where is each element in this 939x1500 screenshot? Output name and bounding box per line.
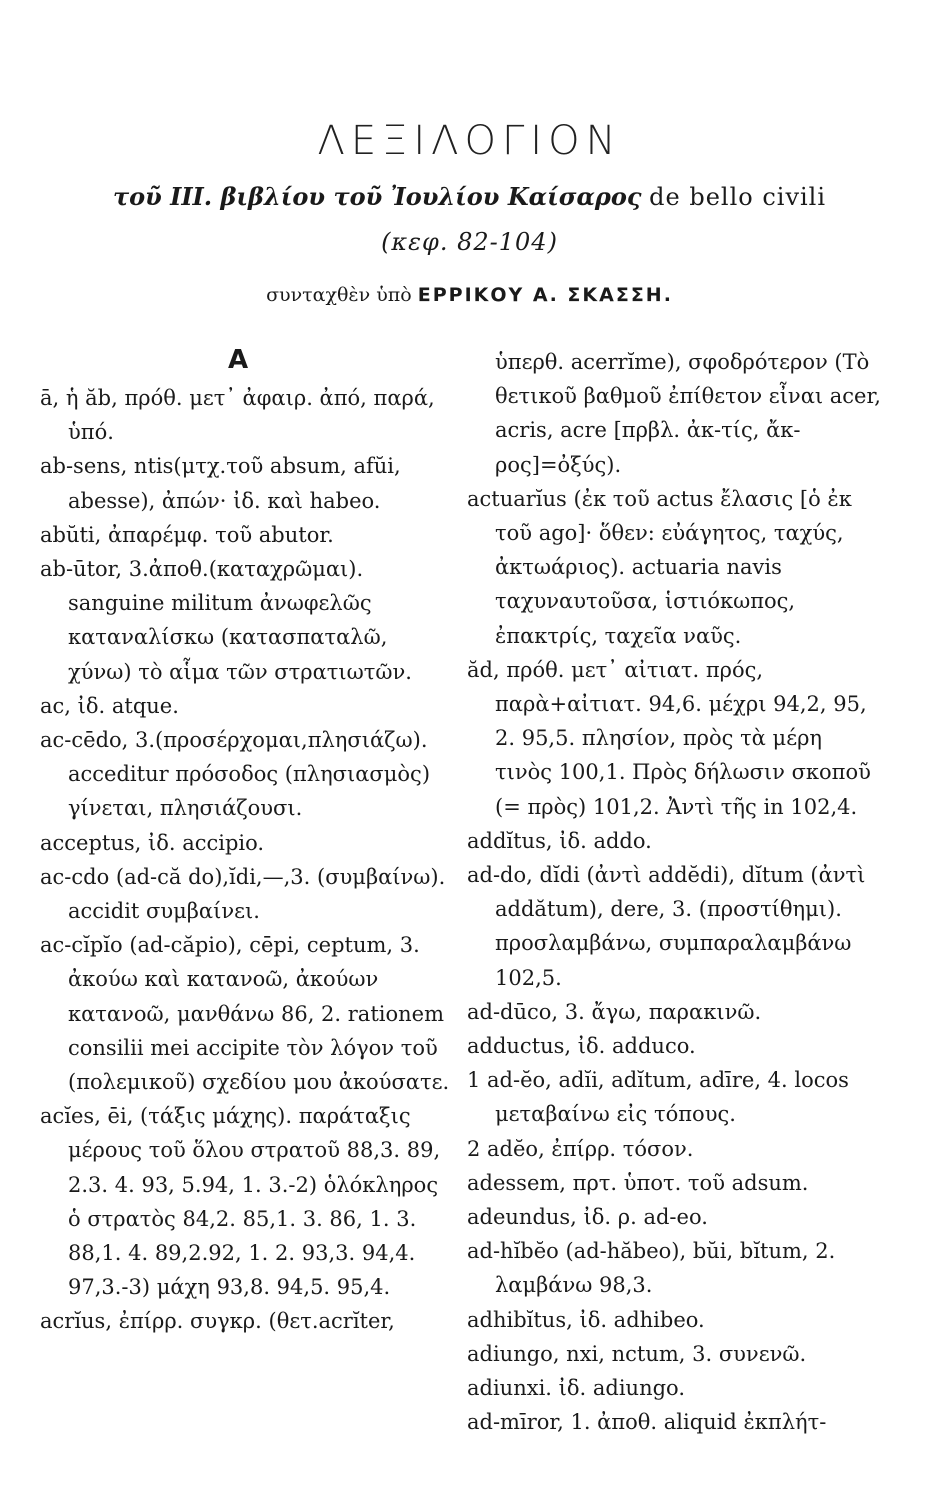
dictionary-entry: ac-cdo (ad-că do),ĭdi,—,3. (συμβαίνω). accidit συμβαίνει. — [40, 864, 446, 924]
dictionary-entry: ab-sens, ntis(μτχ.τοῦ absum, afŭi, abesse), ἀπών· ἰδ. καὶ habeo. — [40, 454, 401, 513]
dictionary-entry: acrĭus, ἐπίρρ. συγκρ. (θετ.acrĭter, — [40, 1309, 395, 1334]
dictionary-entry: ac-cēdo, 3.(προσέρχομαι,πλησιάζω). acceditur πρόσοδος (πλησιασμὸς) γίνεται, πλησιάζουσι. — [40, 728, 431, 821]
dictionary-entry: ab-ūtor, 3.ἀποθ.(καταχρῶμαι). sanguine militum ἀνωφελῶς καταναλίσκω (κατασπαταλῶ, χύνω) τὸ αἷμα τῶν στρατιωτῶν. — [40, 557, 412, 684]
dictionary-entry: actuarĭus (ἐκ τοῦ actus ἔλασις [ὁ ἐκ τοῦ ago]· ὅθεν: εὐάγητος, ταχύς, ἀκτωάριος). actuaria navis ταχυναυτοῦσα, ἱστιόκωπος, ἐπακτρίς, ταχεῖα ναῦς. — [467, 486, 852, 648]
chapter-range: (κεφ. 82-104) — [381, 228, 558, 256]
dictionary-entry: adiunxi. ἰδ. adiungo. — [467, 1376, 685, 1401]
dictionary-entry: 2 adĕo, ἐπίρρ. τόσον. — [467, 1136, 694, 1161]
compiler-line — [0, 284, 939, 306]
dictionary-entry: acceptus, ἰδ. accipio. — [40, 830, 265, 855]
dictionary-entry: ad-hĭbĕo (ad-hăbeo), bŭi, bĭtum, 2. λαμβάνω 98,3. — [467, 1239, 836, 1298]
subtitle-work — [0, 182, 939, 211]
dictionary-entry: ac, ἰδ. atque. — [40, 693, 179, 718]
compiler-name: ΕΡΡΙΚΟΥ Α. ΣΚΑΣΣΗ. — [417, 284, 673, 306]
left-column — [40, 381, 450, 1339]
section-letter: A — [228, 345, 249, 375]
dictionary-entry: 1 ad-ĕo, adĭi, adĭtum, adīre, 4. locos μεταβαίνω εἰς τόπους. — [467, 1068, 849, 1127]
subtitle-greek: τοῦ III. βιβλίου τοῦ Ἰουλίου Καίσαρος — [112, 182, 642, 211]
dictionary-entry: acĭes, ēi, (τάξις μάχης). παράταξις μέρους τοῦ ὅλου στρατοῦ 88,3. 89, 2.3. 4. 93, 5.94, 1. 3.-2) ὁλόκληρος ὁ στρατὸς 84,2. 85,1. 3. 86, 1. 3. 88,1. 4. 89,2.92, 1. 2. 93,3. 94,4. 97,3.-3) μάχη 93,8. 94,5. 95,4. — [40, 1104, 441, 1300]
dictionary-entry-continued: ὑπερθ. acerrĭme), σφοδρότερον (Τὸ θετικοῦ βαθμοῦ ἐπίθετον εἶναι acer, acris, acre [πρβλ. ἀκ-τίς, ἄκ-ρος]=ὀξύς). — [495, 350, 881, 477]
dictionary-entry: ā, ἡ ăb, πρόθ. μετ᾽ ἀφαιρ. ἀπό, παρά, ὑπό. — [40, 386, 435, 445]
dictionary-entry: adductus, ἰδ. adduco. — [467, 1034, 696, 1059]
dictionary-entry: adiungo, nxi, nctum, 3. συνενῶ. — [467, 1341, 807, 1366]
dictionary-entry: ad-dūco, 3. ἄγω, παρακινῶ. — [467, 999, 762, 1024]
page-title: ΛΕΞΙΛΟΓΙΟΝ — [317, 118, 622, 164]
dictionary-entry: ad-mīror, 1. ἀποθ. aliquid ἐκπλήτ- — [467, 1410, 827, 1435]
subtitle-latin: de bello civili — [649, 183, 827, 211]
dictionary-entry: adhibĭtus, ἰδ. adhibeo. — [467, 1307, 705, 1332]
dictionary-entry: abŭti, ἀπαρέμφ. τοῦ abutor. — [40, 522, 334, 547]
dictionary-entry: ac-cĭpĭo (ad-căpio), cēpi, ceptum, 3. ἀκούω καὶ κατανοῶ, ἀκούων κατανοῶ, μανθάνω 86, 2. rationem consilii mei accipite τὸν λόγον τοῦ (πολεμικοῦ) σχεδίου μου ἀκούσατε. — [40, 933, 450, 1095]
dictionary-entry: adeundus, ἰδ. ρ. ad-eo. — [467, 1205, 708, 1230]
dictionary-entry: adessem, πρτ. ὑποτ. τοῦ adsum. — [467, 1170, 809, 1195]
right-column — [467, 345, 882, 1440]
dictionary-entry: ad-do, dĭdi (ἀντὶ addĕdi), dĭtum (ἀντὶ addătum), dere, 3. (προστίθημι). προσλαμβάνω, συμπαραλαμβάνω 102,5. — [467, 863, 866, 990]
dictionary-entry: addĭtus, ἰδ. addo. — [467, 828, 652, 853]
compiled-by-label: συνταχθὲν ὑπὸ — [266, 284, 412, 306]
dictionary-entry: ăd, πρόθ. μετ᾽ αἰτιατ. πρός, παρὰ+αἰτιατ. 94,6. μέχρι 94,2, 95, 2. 95,5. πλησίον, πρὸς τὰ μέρη τινὸς 100,1. Πρὸς δήλωσιν σκοποῦ (= πρὸς) 101,2. Ἀντὶ τῆς in 102,4. — [467, 657, 871, 819]
